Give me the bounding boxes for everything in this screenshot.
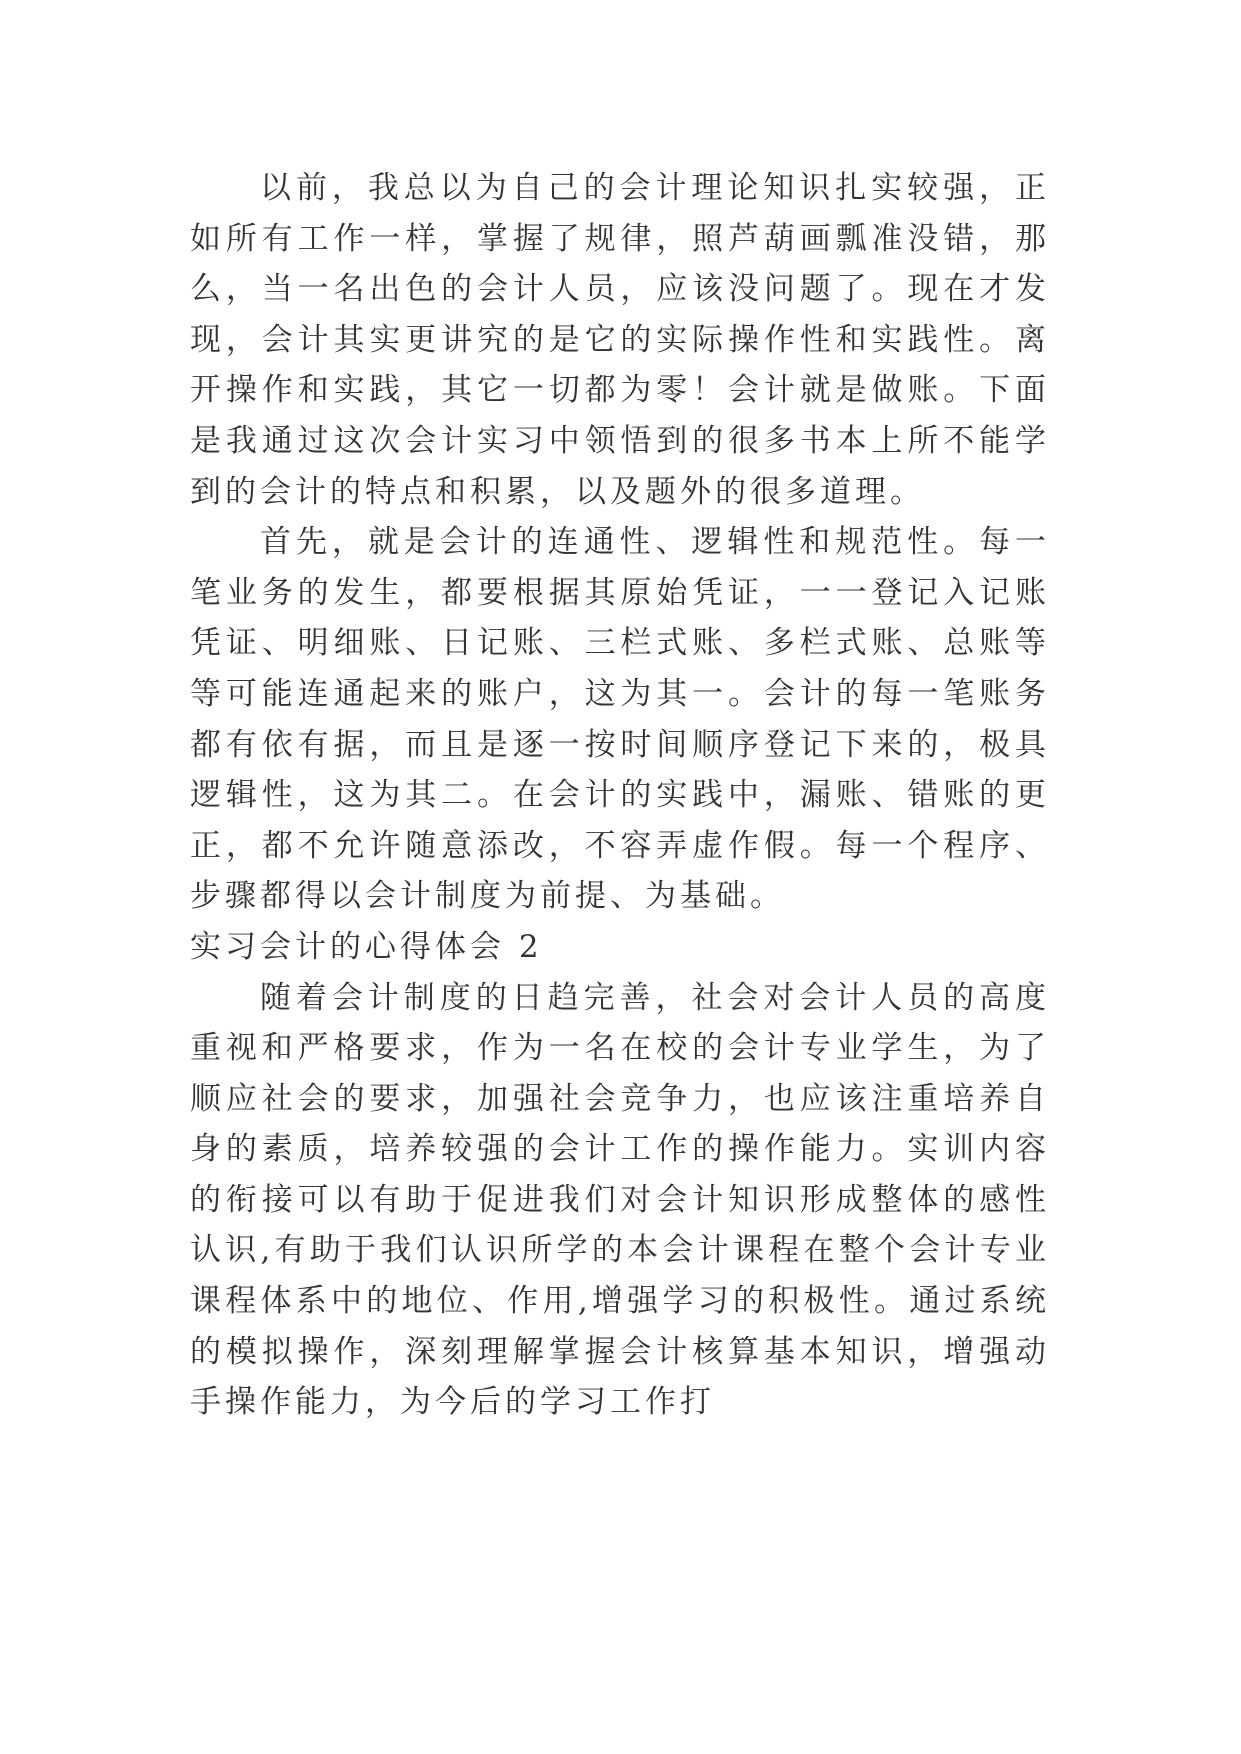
body-paragraph-1: 以前，我总以为自己的会计理论知识扎实较强，正如所有工作一样，掌握了规律，照芦葫画瓢准没错，那么，当一名出色的会计人员，应该没问题了。现在才发现，会计其实更讲究的是它的实际操作性和实践性。离开操作和实践，其它一切都为零！会计就是做账。下面是我通过这次会计实习中领悟到的很多书本上所不能学到的会计的特点和积累，以及题外的很多道理。 bbox=[190, 170, 1050, 510]
section-heading: 实习会计的心得体会 2 bbox=[190, 928, 543, 965]
section-paragraph-1: 随着会计制度的日趋完善，社会对会计人员的高度重视和严格要求，作为一名在校的会计专业学生，为了顺应社会的要求，加强社会竞争力，也应该注重培养自身的素质，培养较强的会计工作的操作能力。实训内容的衔接可以有助于促进我们对会计知识形成整体的感性认识,有助于我们认识所学的本会计课程在整个会计专业课程体系中的地位、作用,增强学习的积极性。通过系统的模拟操作，深刻理解掌握会计核算基本知识，增强动手操作能力，为今后的学习工作打 bbox=[190, 979, 1050, 1421]
document-body bbox=[190, 163, 1050, 1428]
body-paragraph-2: 首先，就是会计的连通性、逻辑性和规范性。每一笔业务的发生，都要根据其原始凭证，一一登记入记账凭证、明细账、日记账、三栏式账、多栏式账、总账等等可能连通起来的账户，这为其一。会计的每一笔账务都有依有据，而且是逐一按时间顺序登记下来的，极具逻辑性，这为其二。在会计的实践中，漏账、错账的更正，都不允许随意添改，不容弄虚作假。每一个程序、步骤都得以会计制度为前提、为基础。 bbox=[190, 524, 1050, 915]
